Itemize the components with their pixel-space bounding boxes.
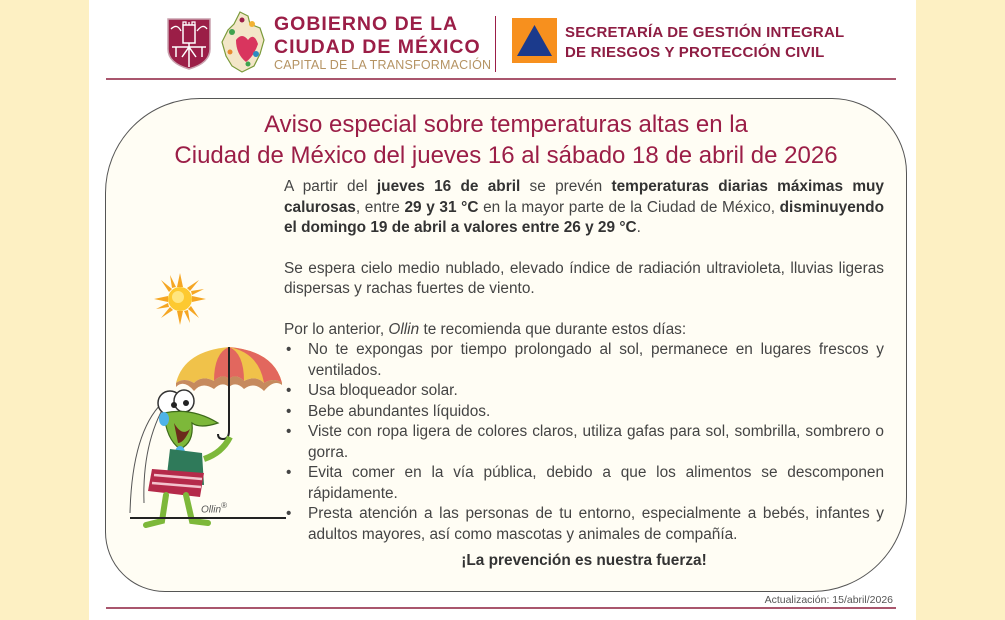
notice-title-line2: Ciudad de México del jueves 16 al sábado 18 de abril de 2026 — [174, 142, 838, 169]
decrease-forecast: disminuyendo el domingo 19 de abril a valores entre 26 y 29 °C — [284, 198, 884, 236]
secretaria-title-line1: SECRETARÍA DE GESTIÓN INTEGRAL — [565, 24, 845, 41]
header-rule — [106, 78, 896, 80]
government-subtitle: CAPITAL DE LA TRANSFORMACIÓN — [274, 58, 492, 72]
list-item: • Usa bloqueador solar. — [284, 381, 884, 402]
secretaria-title — [565, 23, 844, 63]
start-date: jueves 16 de abril — [376, 178, 521, 195]
government-title — [274, 13, 481, 59]
recommendations-list — [284, 340, 884, 545]
text: , entre — [355, 198, 405, 216]
notice-body — [284, 177, 884, 572]
notice-page — [89, 0, 916, 620]
text: A partir del — [284, 178, 377, 195]
registered-mark: ® — [221, 501, 227, 510]
government-title-line2: CIUDAD DE MÉXICO — [274, 36, 481, 58]
secretaria-title-line2: DE RIESGOS Y PROTECCIÓN CIVIL — [565, 44, 825, 61]
list-item: • Evita comer en la vía pública, debido a que los alimentos se descomponen rápidamente. — [284, 463, 884, 504]
mascot-name-inline: Ollin — [388, 320, 420, 338]
mascot-name: Ollin — [201, 504, 222, 516]
slogan: ¡La prevención es nuestra fuerza! — [461, 552, 707, 569]
temperature-label: temperaturas diarias máximas muy calurosas — [284, 178, 884, 216]
text: Por lo anterior, — [284, 320, 389, 338]
footer-rule — [106, 607, 896, 609]
header — [89, 0, 916, 80]
text: te recomienda que durante estos días: — [419, 320, 687, 338]
header-divider — [495, 16, 496, 72]
text: . — [636, 219, 641, 236]
temperature-range: 29 y 31 °C — [404, 198, 479, 216]
conditions-paragraph: Se espera cielo medio nublado, elevado índice de radiación ultravioleta, lluvias ligeras dispersas y rachas fuertes de viento. — [284, 259, 884, 297]
ground-line — [130, 517, 286, 519]
notice-title-line1: Aviso especial sobre temperaturas altas en la — [264, 111, 748, 138]
civil-protection-triangle-icon — [512, 18, 557, 63]
list-item: • Viste con ropa ligera de colores claros, utiliza gafas para sol, sombrilla, sombrero o gorra. — [284, 422, 884, 463]
list-item: • No te expongas por tiempo prolongado al sol, permanece en lugares frescos y ventilados. — [284, 340, 884, 381]
list-item: • Bebe abundantes líquidos. — [284, 402, 884, 423]
cdmx-map-heart-icon — [220, 10, 266, 74]
mascot-label — [201, 501, 227, 515]
government-title-line1: GOBIERNO DE LA — [274, 13, 459, 35]
notice-card — [105, 98, 907, 592]
update-date: Actualización: 15/abril/2026 — [764, 594, 893, 606]
sun-icon — [152, 271, 208, 327]
text: se prevén — [520, 178, 612, 195]
recommendations-intro — [284, 320, 884, 341]
list-item: • Presta atención a las personas de tu entorno, especialmente a bebés, infantes y adultos mayores, así como mascotas y animales de compañía. — [284, 504, 884, 545]
cdmx-shield-icon — [166, 17, 212, 71]
text: en la mayor parte de la Ciudad de México, — [478, 198, 780, 216]
forecast-paragraph — [284, 177, 884, 239]
illustration — [116, 269, 286, 529]
notice-title — [106, 109, 906, 171]
